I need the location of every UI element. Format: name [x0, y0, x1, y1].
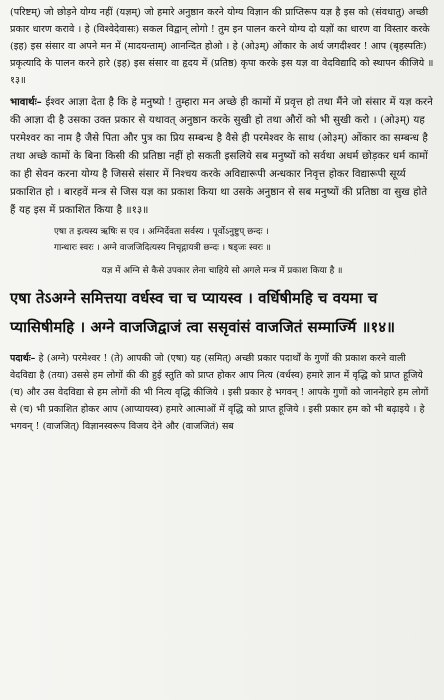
intro-paragraph: (परिष्टम्) जो छोड़ने योग्य नहीं (यज्ञम्) जो हमारे अनुष्ठान करने योग्य विज्ञान की प्राप्तिरूप यज्ञ है इस को (संवधातु) अच्छी प्रकार धारण करावे । हे (विश्वेदेवासः) सकल विद्वान् लोगो ! तुम इन पालन करने योग्य दो यज्ञों का धारण वा विस्तार करके (इह) इस संसार वा अपने मन में (मादयन्ताम्) आनन्दित होओ । हे (ओ३म्) ओंकार के अर्थ जगदीश्वर ! आप (बृहस्पतिः) प्रकृत्यादि के पालन करने हारे (इह) इस संसार वा हृदय में (प्रतिष्ठ) कृपा करके इस यज्ञ वा वेदविद्यादि को स्थापन कीजिये ॥१३॥	[10, 7, 434, 86]
padarth-paragraph	[10, 350, 434, 435]
padarth-label: पदार्थः–	[10, 353, 36, 364]
mantra-text: एषा तेऽअग्ने समित्तया वर्धस्व चा च प्यायस्व । वर्धिषीमहि च वयमा च प्यासिषीमहि । अग्ने वाजजिद्वाजं त्वा ससृवांसं वाजजितं सम्मार्ज्मि ॥१४॥	[10, 290, 396, 336]
center-note: यज्ञ में अग्नि से कैसे उपकार लेना चाहिये सो अगले मन्त्र में प्रकाश किया है ॥	[101, 266, 343, 276]
padarth-text: हे (अग्ने) परमेश्वर ! (ते) आपकी जो (एषा) यह (समित्) अच्छी प्रकार पदार्थों के गुणों की प्रकाश करने वाली वेदविद्या है (तया) उससे हम लोगों की की हुई स्तुति को प्राप्त होकर आप नित्य (वर्धस्व) हमारे ज्ञान में वृद्धि को प्राप्त हूजिये (च) और उस वेदविद्या से हम लोगों की भी नित्य वृद्धि कीजिये । इसी प्रकार हे भगवन् ! आपके गुणों को जाननेहारे हम लोगों से (च) भी प्रकाशित होकर आप (आप्यायस्व) हमारे आत्माओं में वृद्धि को प्राप्त हूजिये । इसी प्रकार हम को भी बढ़ाइये । हे भगवन् ! (वाजजित्) विज्ञानस्वरूप विजय देने और (वाजजितं) सब	[10, 353, 429, 432]
meta-line-1: एषा त इत्यस्य ऋषिः स एव । अग्निर्देवता सर्वस्य । पूर्वोऽनुष्टुप् छन्दः ।	[54, 227, 269, 237]
bhavarth-text: ईश्वर आज्ञा देता है कि हे मनुष्यो ! तुम्हारा मन अच्छे ही कामों में प्रवृत्त हो तथा मैंने जो संसार में यज्ञ करने की आज्ञा दी है उसका उक्त प्रकार से यथावत् अनुष्ठान करके सुखी हो तथा औरों को भी सुखी करो । (ओ३म्) यह परमेश्वर का नाम है जैसे पिता और पुत्र का प्रिय सम्बन्ध है वैसे ही परमेश्वर के साथ (ओ३म्) ओंकार का सम्बन्ध है तथा अच्छे कामों के बिना किसी की प्रतिष्ठा नहीं हो सकती इसलिये सब मनुष्यों को सर्वथा अधर्म छोड़कर धर्म कामों का ही सेवन करना योग्य है जिससे संसार में निश्चय करके अविद्यारूपी अन्धकार निवृत्त होकर विद्यारूपी सूर्य्य प्रकाशित हो । बारहवें मन्त्र से जिस यज्ञ का प्रकाश किया था उसके अनुष्ठान से सब मनुष्यों की प्रतिष्ठा वा सुख होते हैं यह इस में प्रकाशित किया है ॥१३॥	[10, 97, 433, 216]
meta-line-2: गान्धारः स्वरः । अग्ने वाजजिदित्यस्य निचृद्गायत्री छन्दः । षड्जः स्वरः ॥	[54, 243, 271, 253]
bhavarth-paragraph	[10, 93, 434, 220]
bhavarth-label: भावार्थः–	[10, 96, 42, 108]
mantra-metadata	[10, 224, 434, 256]
